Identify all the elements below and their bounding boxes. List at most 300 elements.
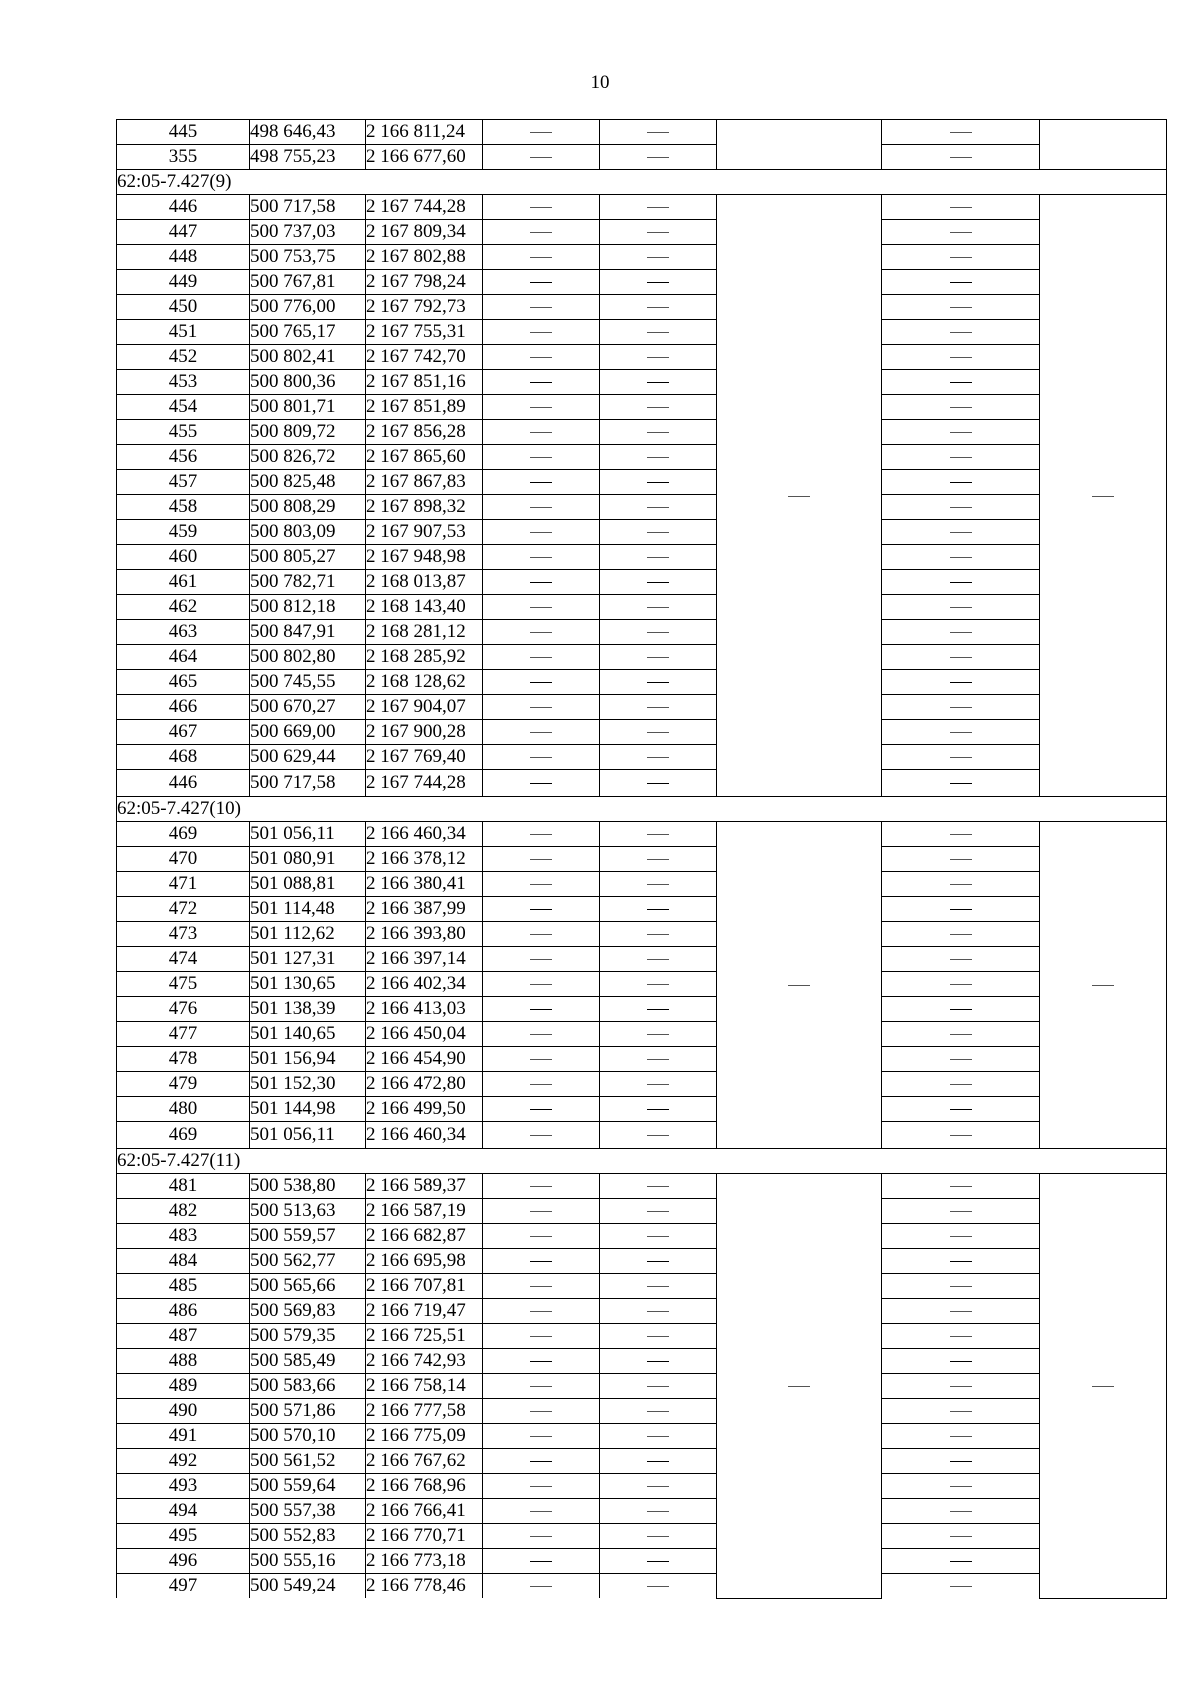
dash-mark	[647, 332, 669, 333]
coordinate-x: 500 562,77	[250, 1249, 366, 1274]
dash-cell	[483, 520, 600, 545]
dash-cell	[600, 570, 717, 595]
dash-mark	[530, 984, 552, 985]
group-header-row	[117, 1149, 1167, 1174]
dash-mark	[647, 1084, 669, 1085]
table-row	[117, 745, 1167, 770]
table-row	[117, 370, 1167, 395]
dash-mark	[950, 132, 972, 133]
coordinate-y: 2 167 865,60	[366, 445, 483, 470]
merged-cell	[1040, 120, 1167, 170]
table-row	[117, 1349, 1167, 1374]
coordinate-y: 2 166 397,14	[366, 947, 483, 972]
dash-cell	[483, 1122, 600, 1149]
coordinates-table	[116, 119, 1167, 1599]
coordinate-x: 500 585,49	[250, 1349, 366, 1374]
dash-mark	[530, 1059, 552, 1060]
dash-mark	[647, 1311, 669, 1312]
coordinate-y: 2 166 450,04	[366, 1022, 483, 1047]
dash-mark	[530, 132, 552, 133]
coordinate-y: 2 166 775,09	[366, 1424, 483, 1449]
dash-mark	[950, 1109, 972, 1110]
dash-cell	[483, 1474, 600, 1499]
dash-mark	[647, 934, 669, 935]
dash-mark	[530, 757, 552, 758]
dash-cell	[483, 770, 600, 797]
dash-mark	[647, 1436, 669, 1437]
dash-mark	[647, 382, 669, 383]
dash-cell	[600, 470, 717, 495]
dash-mark	[530, 482, 552, 483]
dash-mark	[647, 207, 669, 208]
dash-cell	[600, 395, 717, 420]
coordinate-y: 2 166 402,34	[366, 972, 483, 997]
point-number: 476	[117, 997, 250, 1022]
dash-mark	[950, 1084, 972, 1085]
table-row	[117, 220, 1167, 245]
coordinate-x: 500 737,03	[250, 220, 366, 245]
coordinate-y: 2 166 413,03	[366, 997, 483, 1022]
dash-mark	[647, 834, 669, 835]
dash-cell	[483, 972, 600, 997]
dash-cell	[882, 370, 1040, 395]
coordinate-y: 2 166 387,99	[366, 897, 483, 922]
dash-mark	[647, 783, 669, 784]
dash-mark	[530, 1236, 552, 1237]
dash-cell	[882, 195, 1040, 220]
dash-cell	[483, 695, 600, 720]
dash-mark	[647, 157, 669, 158]
dash-mark	[647, 1586, 669, 1587]
dash-mark	[647, 1034, 669, 1035]
dash-cell	[483, 1424, 600, 1449]
dash-cell	[882, 695, 1040, 720]
dash-mark	[530, 1084, 552, 1085]
dash-mark	[950, 557, 972, 558]
dash-cell	[882, 595, 1040, 620]
dash-cell	[882, 1249, 1040, 1274]
dash-cell	[483, 897, 600, 922]
dash-mark	[530, 382, 552, 383]
dash-mark	[647, 1109, 669, 1110]
dash-cell	[600, 495, 717, 520]
dash-mark	[950, 282, 972, 283]
dash-cell	[600, 1349, 717, 1374]
dash-mark	[647, 1236, 669, 1237]
dash-mark	[647, 607, 669, 608]
dash-mark	[647, 432, 669, 433]
table-row	[117, 695, 1167, 720]
dash-cell	[600, 1399, 717, 1424]
table-row	[117, 395, 1167, 420]
coordinate-x: 501 056,11	[250, 822, 366, 847]
dash-cell	[882, 1499, 1040, 1524]
dash-mark	[950, 1561, 972, 1562]
coordinate-y: 2 166 725,51	[366, 1324, 483, 1349]
coordinate-y: 2 166 589,37	[366, 1174, 483, 1199]
dash-mark	[530, 1109, 552, 1110]
dash-cell	[882, 1524, 1040, 1549]
dash-mark	[950, 834, 972, 835]
dash-mark	[647, 959, 669, 960]
coordinate-y: 2 168 285,92	[366, 645, 483, 670]
table-row	[117, 670, 1167, 695]
dash-cell	[882, 1224, 1040, 1249]
dash-mark	[530, 607, 552, 608]
dash-cell	[600, 1022, 717, 1047]
dash-cell	[483, 922, 600, 947]
dash-cell	[882, 922, 1040, 947]
dash-mark	[950, 1536, 972, 1537]
dash-mark	[530, 1336, 552, 1337]
coordinate-y: 2 167 742,70	[366, 345, 483, 370]
dash-mark	[950, 457, 972, 458]
coordinate-y: 2 167 898,32	[366, 495, 483, 520]
point-number: 494	[117, 1499, 250, 1524]
table-row	[117, 1524, 1167, 1549]
table-row	[117, 972, 1167, 997]
dash-cell	[483, 1524, 600, 1549]
table-row	[117, 947, 1167, 972]
dash-mark	[950, 632, 972, 633]
point-number: 463	[117, 620, 250, 645]
coordinate-y: 2 166 768,96	[366, 1474, 483, 1499]
coordinate-x: 501 056,11	[250, 1122, 366, 1149]
dash-cell	[882, 345, 1040, 370]
dash-cell	[882, 1174, 1040, 1199]
table-row	[117, 1047, 1167, 1072]
dash-mark	[950, 1186, 972, 1187]
dash-mark	[950, 1311, 972, 1312]
point-number: 487	[117, 1324, 250, 1349]
dash-cell	[600, 645, 717, 670]
coordinate-y: 2 167 851,89	[366, 395, 483, 420]
dash-cell	[882, 1047, 1040, 1072]
point-number: 488	[117, 1349, 250, 1374]
dash-cell	[882, 1374, 1040, 1399]
dash-cell	[600, 872, 717, 897]
dash-cell	[882, 997, 1040, 1022]
dash-mark	[950, 934, 972, 935]
dash-mark	[647, 1361, 669, 1362]
point-number: 486	[117, 1299, 250, 1324]
point-number: 478	[117, 1047, 250, 1072]
dash-mark	[950, 257, 972, 258]
dash-cell	[882, 1072, 1040, 1097]
table-row	[117, 520, 1167, 545]
dash-cell	[483, 195, 600, 220]
coordinate-x: 500 803,09	[250, 520, 366, 545]
coordinate-y: 2 167 744,28	[366, 770, 483, 797]
point-number: 469	[117, 1122, 250, 1149]
dash-cell	[882, 1399, 1040, 1424]
coordinate-x: 501 088,81	[250, 872, 366, 897]
coordinate-x: 501 138,39	[250, 997, 366, 1022]
coordinate-x: 500 802,41	[250, 345, 366, 370]
dash-cell	[600, 620, 717, 645]
dash-mark	[950, 1034, 972, 1035]
merged-cell	[1040, 822, 1167, 1149]
point-number: 497	[117, 1574, 250, 1599]
dash-mark	[530, 1436, 552, 1437]
dash-cell	[882, 1324, 1040, 1349]
dash-mark	[530, 407, 552, 408]
table-row	[117, 770, 1167, 797]
dash-mark	[647, 557, 669, 558]
dash-mark	[530, 1286, 552, 1287]
table-row	[117, 1324, 1167, 1349]
dash-mark	[530, 1009, 552, 1010]
dash-cell	[600, 1524, 717, 1549]
dash-mark	[950, 1586, 972, 1587]
dash-cell	[600, 745, 717, 770]
dash-mark	[647, 682, 669, 683]
dash-cell	[600, 195, 717, 220]
coordinate-y: 2 167 744,28	[366, 195, 483, 220]
dash-cell	[600, 370, 717, 395]
coordinate-y: 2 166 758,14	[366, 1374, 483, 1399]
dash-mark	[530, 682, 552, 683]
coordinate-y: 2 166 777,58	[366, 1399, 483, 1424]
coordinate-x: 500 549,24	[250, 1574, 366, 1599]
table-row	[117, 195, 1167, 220]
dash-cell	[882, 470, 1040, 495]
dash-mark	[647, 357, 669, 358]
dash-mark	[530, 457, 552, 458]
dash-cell	[882, 720, 1040, 745]
dash-cell	[600, 1324, 717, 1349]
dash-cell	[483, 1174, 600, 1199]
dash-mark	[530, 1536, 552, 1537]
dash-mark	[530, 1411, 552, 1412]
coordinate-y: 2 167 867,83	[366, 470, 483, 495]
dash-mark	[950, 407, 972, 408]
point-number: 355	[117, 145, 250, 170]
coordinate-y: 2 166 460,34	[366, 1122, 483, 1149]
coordinate-y: 2 166 499,50	[366, 1097, 483, 1122]
dash-cell	[483, 345, 600, 370]
dash-cell	[483, 420, 600, 445]
dash-mark	[530, 332, 552, 333]
dash-mark	[647, 1561, 669, 1562]
dash-mark	[530, 257, 552, 258]
coordinate-x: 500 801,71	[250, 395, 366, 420]
dash-mark	[530, 859, 552, 860]
table-row	[117, 545, 1167, 570]
dash-mark	[647, 1059, 669, 1060]
dash-cell	[600, 520, 717, 545]
dash-cell	[483, 545, 600, 570]
dash-cell	[600, 1249, 717, 1274]
dash-cell	[882, 645, 1040, 670]
coordinate-y: 2 167 856,28	[366, 420, 483, 445]
dash-mark	[530, 1586, 552, 1587]
point-number: 446	[117, 195, 250, 220]
coordinate-x: 500 561,52	[250, 1449, 366, 1474]
dash-cell	[600, 822, 717, 847]
dash-cell	[483, 295, 600, 320]
table-row	[117, 847, 1167, 872]
point-number: 470	[117, 847, 250, 872]
dash-mark	[530, 507, 552, 508]
dash-cell	[600, 420, 717, 445]
dash-mark	[950, 1261, 972, 1262]
dash-mark	[530, 1386, 552, 1387]
table-row	[117, 1474, 1167, 1499]
coordinate-y: 2 166 742,93	[366, 1349, 483, 1374]
dash-cell	[882, 620, 1040, 645]
coordinate-x: 500 782,71	[250, 570, 366, 595]
point-number: 451	[117, 320, 250, 345]
dash-mark	[950, 1486, 972, 1487]
dash-mark	[530, 1311, 552, 1312]
dash-mark	[950, 1211, 972, 1212]
dash-mark	[950, 1461, 972, 1462]
dash-cell	[483, 1374, 600, 1399]
coordinate-y: 2 168 143,40	[366, 595, 483, 620]
dash-cell	[600, 1299, 717, 1324]
point-number: 490	[117, 1399, 250, 1424]
coordinate-y: 2 166 378,12	[366, 847, 483, 872]
coordinate-y: 2 167 792,73	[366, 295, 483, 320]
dash-cell	[483, 997, 600, 1022]
dash-mark	[647, 909, 669, 910]
merged-cell	[1040, 1174, 1167, 1599]
dash-mark	[530, 834, 552, 835]
point-number: 484	[117, 1249, 250, 1274]
point-number: 450	[117, 295, 250, 320]
point-number: 475	[117, 972, 250, 997]
dash-cell	[882, 670, 1040, 695]
dash-mark	[647, 457, 669, 458]
coordinate-x: 500 745,55	[250, 670, 366, 695]
coordinate-x: 500 669,00	[250, 720, 366, 745]
table-row	[117, 1022, 1167, 1047]
table-row	[117, 1199, 1167, 1224]
dash-cell	[882, 972, 1040, 997]
point-number: 458	[117, 495, 250, 520]
dash-cell	[882, 320, 1040, 345]
dash-cell	[600, 1574, 717, 1599]
point-number: 472	[117, 897, 250, 922]
table-row	[117, 270, 1167, 295]
coordinate-x: 500 825,48	[250, 470, 366, 495]
dash-mark	[530, 707, 552, 708]
coordinate-x: 500 579,35	[250, 1324, 366, 1349]
dash-cell	[483, 1574, 600, 1599]
table-row	[117, 420, 1167, 445]
dash-mark	[530, 307, 552, 308]
dash-mark	[950, 232, 972, 233]
dash-mark	[647, 232, 669, 233]
dash-cell	[483, 822, 600, 847]
table-row	[117, 897, 1167, 922]
dash-cell	[600, 120, 717, 145]
table-row	[117, 1274, 1167, 1299]
dash-mark	[647, 984, 669, 985]
dash-cell	[882, 1199, 1040, 1224]
point-number: 447	[117, 220, 250, 245]
table-row	[117, 922, 1167, 947]
dash-mark	[647, 507, 669, 508]
point-number: 481	[117, 1174, 250, 1199]
coordinate-x: 500 565,66	[250, 1274, 366, 1299]
dash-mark	[647, 707, 669, 708]
dash-mark	[530, 657, 552, 658]
dash-mark	[530, 282, 552, 283]
coordinate-x: 501 156,94	[250, 1047, 366, 1072]
dash-mark	[530, 884, 552, 885]
dash-cell	[483, 1224, 600, 1249]
coordinate-y: 2 166 472,80	[366, 1072, 483, 1097]
coordinate-x: 500 805,27	[250, 545, 366, 570]
table-row	[117, 1174, 1167, 1199]
table-row	[117, 1424, 1167, 1449]
dash-cell	[483, 470, 600, 495]
dash-mark	[530, 357, 552, 358]
dash-mark	[530, 582, 552, 583]
dash-cell	[882, 1097, 1040, 1122]
dash-cell	[600, 545, 717, 570]
dash-cell	[882, 420, 1040, 445]
dash-mark	[530, 532, 552, 533]
dash-cell	[600, 1374, 717, 1399]
dash-cell	[600, 972, 717, 997]
point-number: 479	[117, 1072, 250, 1097]
dash-cell	[483, 495, 600, 520]
dash-cell	[483, 1097, 600, 1122]
table-row	[117, 345, 1167, 370]
coordinate-x: 501 144,98	[250, 1097, 366, 1122]
coordinate-y: 2 166 677,60	[366, 145, 483, 170]
dash-cell	[882, 822, 1040, 847]
dash-mark	[950, 859, 972, 860]
dash-mark	[950, 357, 972, 358]
dash-cell	[600, 1424, 717, 1449]
dash-mark	[950, 909, 972, 910]
page-number: 10	[590, 72, 610, 93]
coordinate-x: 500 570,10	[250, 1424, 366, 1449]
coordinate-x: 500 538,80	[250, 1174, 366, 1199]
dash-cell	[882, 570, 1040, 595]
coordinate-x: 501 152,30	[250, 1072, 366, 1097]
dash-cell	[600, 947, 717, 972]
point-number: 459	[117, 520, 250, 545]
dash-cell	[600, 847, 717, 872]
dash-mark	[530, 1461, 552, 1462]
dash-cell	[483, 745, 600, 770]
coordinate-y: 2 168 281,12	[366, 620, 483, 645]
point-number: 449	[117, 270, 250, 295]
table-row	[117, 1374, 1167, 1399]
point-number: 485	[117, 1274, 250, 1299]
coordinate-x: 500 800,36	[250, 370, 366, 395]
dash-cell	[882, 847, 1040, 872]
dash-mark	[647, 657, 669, 658]
dash-mark	[950, 482, 972, 483]
dash-mark	[950, 732, 972, 733]
point-number: 457	[117, 470, 250, 495]
dash-mark	[530, 207, 552, 208]
coordinate-x: 500 513,63	[250, 1199, 366, 1224]
dash-cell	[882, 120, 1040, 145]
dash-mark	[530, 1261, 552, 1262]
dash-mark	[950, 707, 972, 708]
dash-mark	[950, 332, 972, 333]
dash-cell	[483, 445, 600, 470]
table-row	[117, 1499, 1167, 1524]
dash-cell	[882, 947, 1040, 972]
